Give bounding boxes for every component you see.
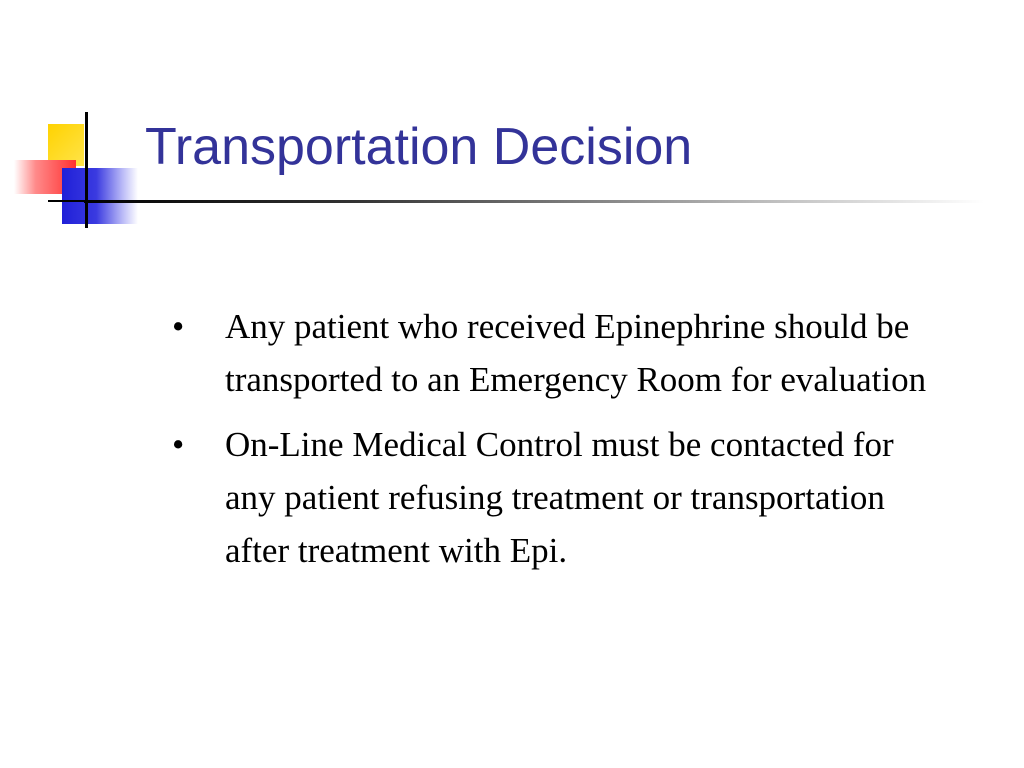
- slide-logo: [0, 0, 160, 240]
- blue-square-decoration: [62, 168, 138, 224]
- bullet-item: [168, 300, 928, 406]
- bullet-text: On-Line Medical Control must be contacted for any patient refusing treatment or transportation after treatment with Epi.: [225, 425, 894, 570]
- bullet-marker: •: [172, 307, 185, 346]
- bullet-list: [168, 300, 928, 589]
- bullet-item: [168, 418, 928, 577]
- bullet-text: Any patient who received Epinephrine should be transported to an Emergency Room for evaluation: [225, 307, 927, 399]
- bullet-marker: •: [172, 425, 185, 464]
- title-underline: [84, 200, 984, 203]
- vertical-line-decoration: [85, 112, 88, 228]
- slide-title: Transportation Decision: [145, 118, 693, 176]
